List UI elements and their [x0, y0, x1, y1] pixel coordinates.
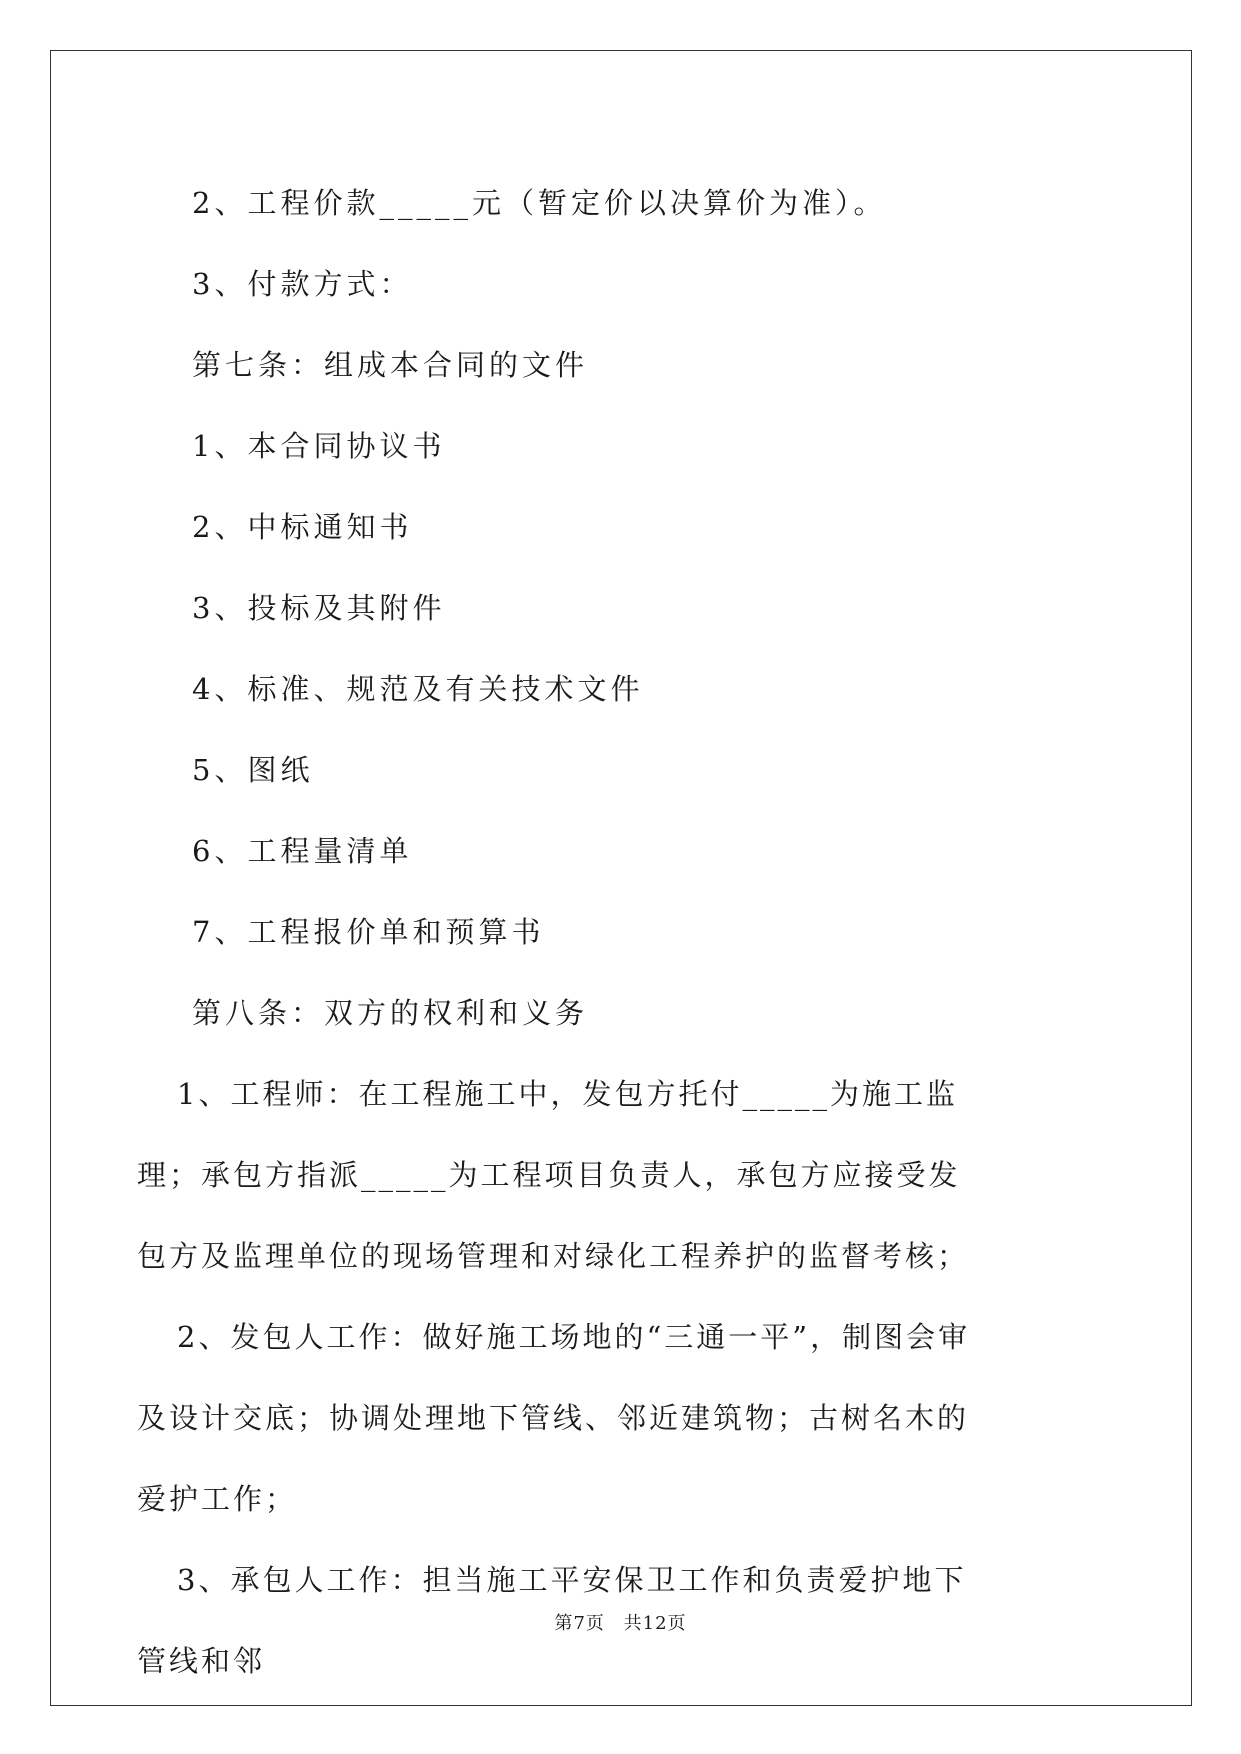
paragraph-employer-work: 2、发包人工作：做好施工场地的“三通一平”，制图会审及设计交底；协调处理地下管线、邻近建筑物；古树名木的爱护工作；	[137, 1320, 971, 1516]
list-item: 5、图纸	[192, 753, 314, 787]
paragraph-engineer: 1、工程师：在工程施工中，发包方托付_____为施工监理；承包方指派_____为工程项目负责人，承包方应接受发包方及监理单位的现场管理和对绿化工程养护的监督考核；	[137, 1077, 970, 1273]
article-eight-heading: 第八条：双方的权利和义务	[192, 996, 589, 1030]
paragraph-price: 2、工程价款_____元（暂定价以决算价为准）。	[192, 186, 887, 220]
paragraph-contractor-work: 3、承包人工作：担当施工平安保卫工作和负责爱护地下管线和邻	[137, 1563, 967, 1678]
list-item: 3、投标及其附件	[192, 591, 446, 625]
page-footer	[0, 1609, 1241, 1635]
page-number: 第7页	[554, 1613, 605, 1634]
paragraph-payment: 3、付款方式：	[192, 267, 413, 301]
list-item: 1、本合同协议书	[192, 429, 446, 463]
article-seven-heading: 第七条：组成本合同的文件	[192, 348, 589, 382]
list-item: 2、中标通知书	[192, 510, 413, 544]
list-item: 4、标准、规范及有关技术文件	[192, 672, 644, 706]
document-body	[137, 163, 1092, 1702]
page-total: 共12页	[623, 1613, 687, 1634]
list-item: 7、工程报价单和预算书	[192, 915, 545, 949]
list-item: 6、工程量清单	[192, 834, 413, 868]
